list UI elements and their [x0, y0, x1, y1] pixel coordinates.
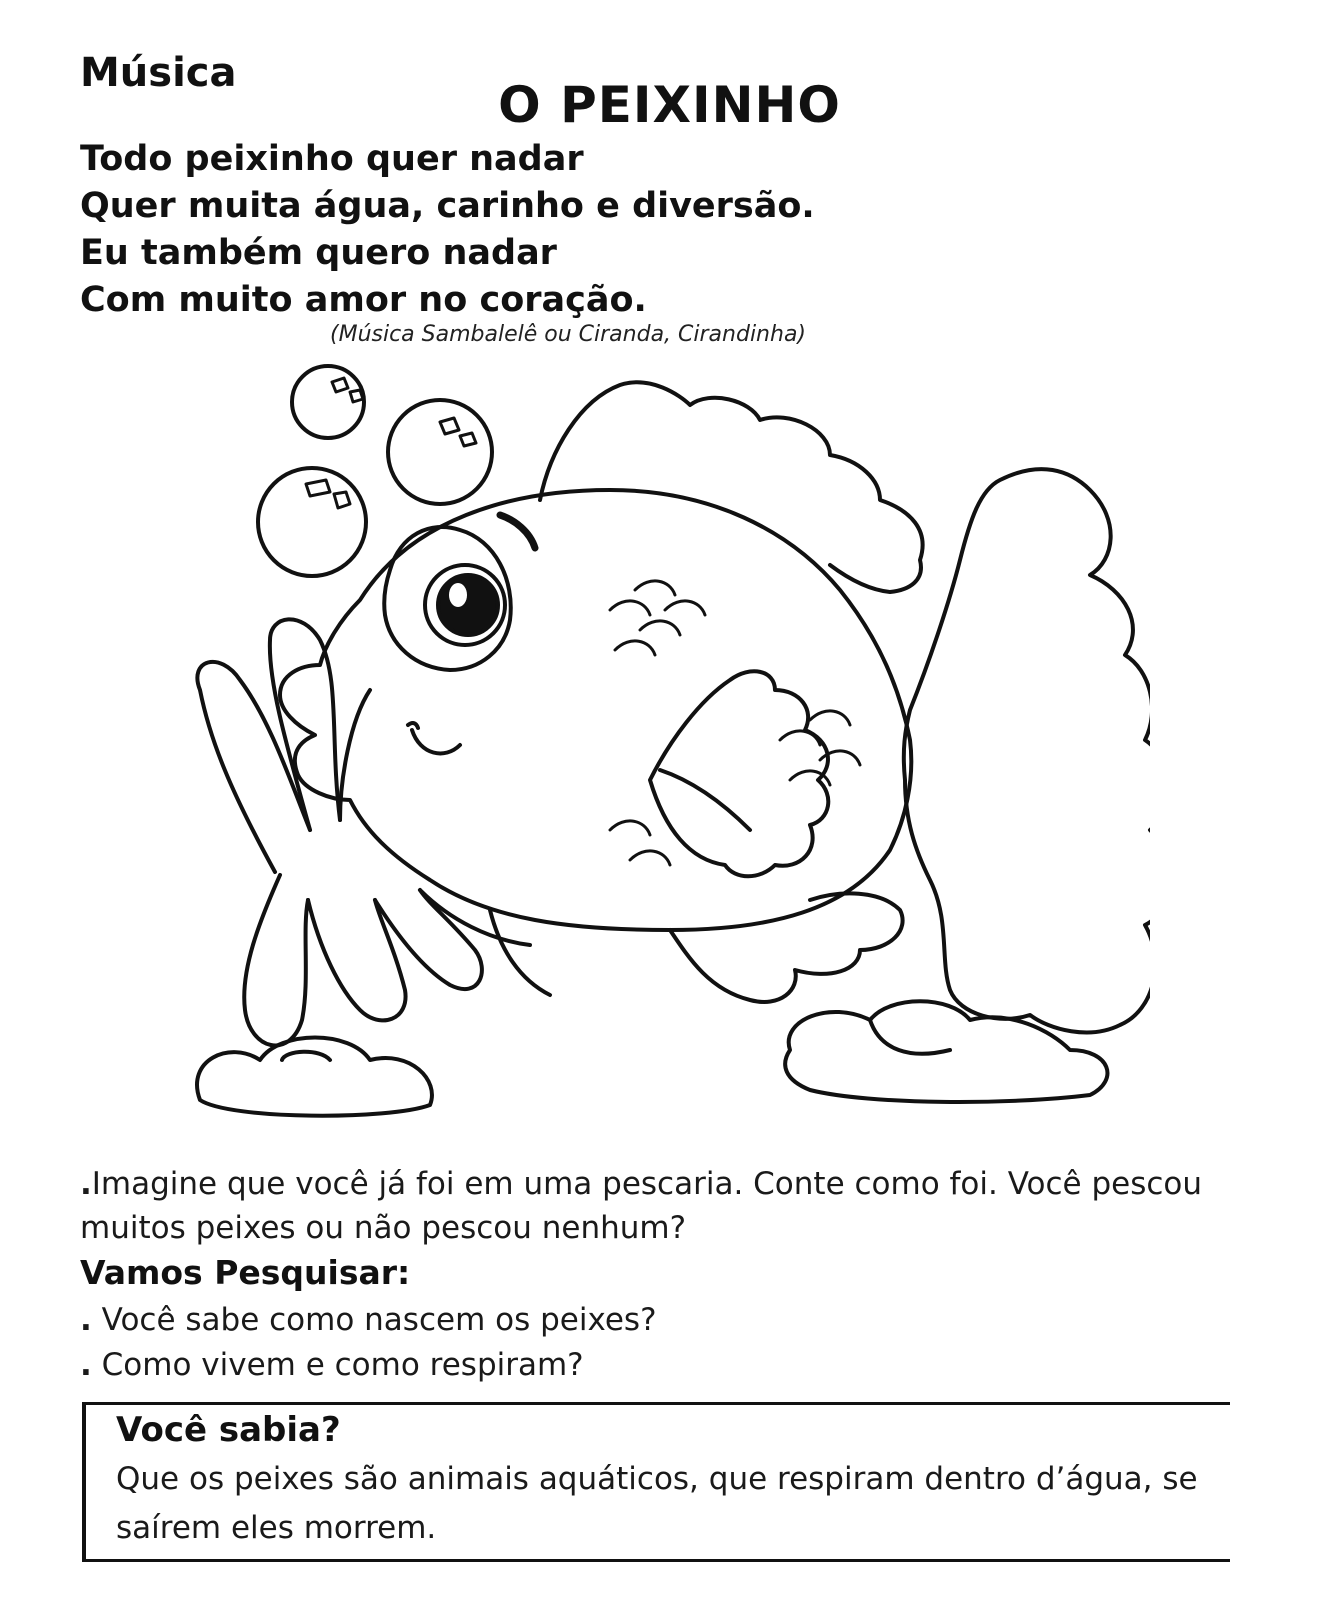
- research-question: [80, 1302, 657, 1338]
- research-question-text: Você sabe como nascem os peixes?: [101, 1302, 657, 1338]
- bullet: .: [80, 1166, 92, 1202]
- fish-smile-icon: [408, 723, 460, 753]
- bubble-icon: [292, 366, 364, 438]
- lyric-line: Quer muita água, carinho e diversão.: [80, 186, 815, 226]
- fish-illustration-icon: [190, 360, 1150, 1140]
- lyrics: [80, 136, 815, 324]
- lyric-line: Com muito amor no coração.: [80, 280, 647, 320]
- bubble-icon: [388, 400, 492, 504]
- research-heading: Vamos Pesquisar:: [80, 1253, 411, 1292]
- subject-label: Música: [80, 50, 237, 96]
- research-question: [80, 1347, 584, 1383]
- song-credit: (Música Sambalelê ou Ciranda, Cirandinha): [330, 322, 807, 347]
- fish-eye-icon: [384, 515, 535, 670]
- rock-icon: [197, 1001, 1107, 1115]
- fish-scales-icon: [610, 581, 860, 865]
- bullet: .: [80, 1347, 92, 1383]
- prompt-text: Imagine que você já foi em uma pescaria. Conte como foi. Você pescou muitos peixes ou não pescou nenhum?: [80, 1166, 1203, 1246]
- activity-prompt: [80, 1162, 1240, 1250]
- lyric-line: Eu também quero nadar: [80, 233, 557, 273]
- research-question-text: Como vivem e como respiram?: [101, 1347, 584, 1383]
- dorsal-fin-icon: [540, 382, 923, 592]
- fish-tail-icon: [904, 469, 1150, 1032]
- fact-title: Você sabia?: [116, 1410, 341, 1450]
- song-title: O PEIXINHO: [498, 76, 841, 134]
- bubble-icon: [258, 468, 366, 576]
- lyric-line: Todo peixinho quer nadar: [80, 139, 584, 179]
- seaweed-icon: [197, 619, 530, 1045]
- lower-fin-icon: [490, 893, 903, 1002]
- bullet: .: [80, 1302, 92, 1338]
- fact-text: Que os peixes são animais aquáticos, que respiram dentro d’água, se saírem eles morrem.: [116, 1461, 1198, 1546]
- fish-body-icon: [280, 490, 911, 930]
